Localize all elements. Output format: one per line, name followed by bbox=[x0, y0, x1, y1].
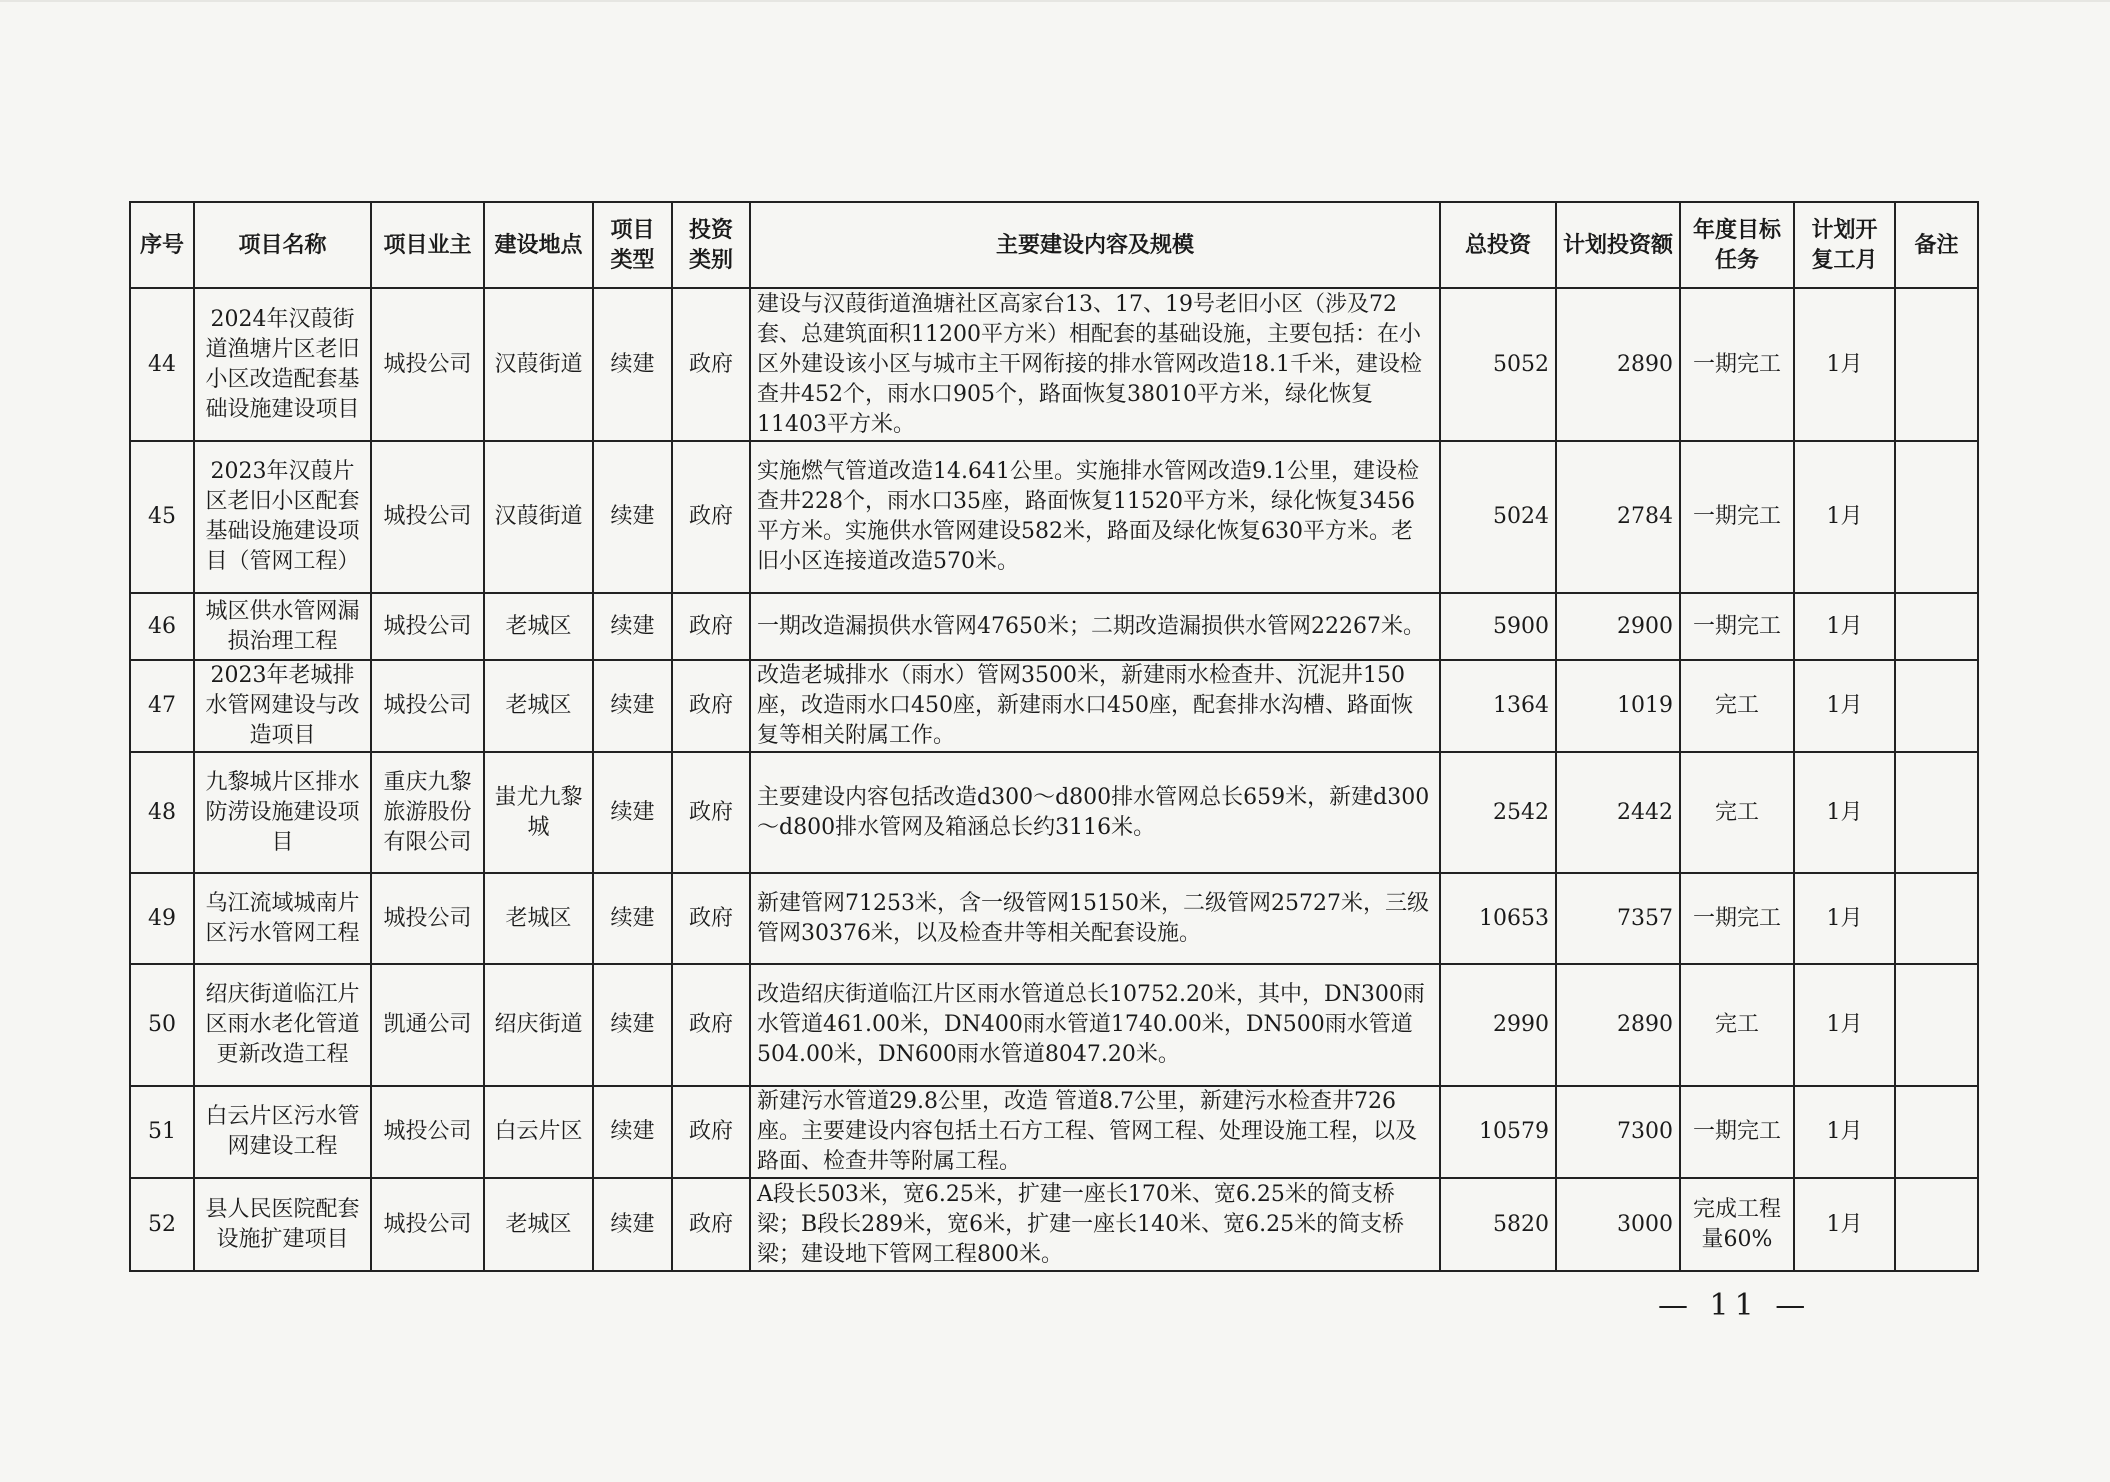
cell-type: 续建 bbox=[593, 441, 672, 593]
cell-total: 10579 bbox=[1440, 1086, 1556, 1178]
cell-name: 2023年汉葭片区老旧小区配套基础设施建设项目（管网工程） bbox=[194, 441, 371, 593]
project-table bbox=[129, 201, 1979, 1272]
cell-invest-type: 政府 bbox=[672, 873, 750, 964]
cell-name: 九黎城片区排水防涝设施建设项目 bbox=[194, 752, 371, 873]
header-target: 年度目标任务 bbox=[1680, 202, 1794, 288]
cell-month: 1月 bbox=[1794, 1086, 1895, 1178]
table-row bbox=[130, 660, 1978, 752]
cell-name: 绍庆街道临江片区雨水老化管道更新改造工程 bbox=[194, 964, 371, 1086]
cell-month: 1月 bbox=[1794, 288, 1895, 441]
cell-type: 续建 bbox=[593, 873, 672, 964]
header-name: 项目名称 bbox=[194, 202, 371, 288]
header-type: 项目类型 bbox=[593, 202, 672, 288]
cell-name: 乌江流域城南片区污水管网工程 bbox=[194, 873, 371, 964]
cell-owner: 城投公司 bbox=[371, 1086, 484, 1178]
cell-type: 续建 bbox=[593, 593, 672, 660]
cell-seq: 52 bbox=[130, 1178, 194, 1271]
cell-planned: 2890 bbox=[1556, 288, 1680, 441]
header-month: 计划开复工月 bbox=[1794, 202, 1895, 288]
page-edge bbox=[0, 0, 2110, 2]
cell-target: 一期完工 bbox=[1680, 441, 1794, 593]
cell-note bbox=[1895, 752, 1978, 873]
table-row bbox=[130, 752, 1978, 873]
cell-note bbox=[1895, 1178, 1978, 1271]
cell-target: 一期完工 bbox=[1680, 288, 1794, 441]
cell-type: 续建 bbox=[593, 1178, 672, 1271]
cell-seq: 49 bbox=[130, 873, 194, 964]
header-note: 备注 bbox=[1895, 202, 1978, 288]
table-row bbox=[130, 873, 1978, 964]
cell-target: 完成工程量60% bbox=[1680, 1178, 1794, 1271]
cell-owner: 凯通公司 bbox=[371, 964, 484, 1086]
cell-total: 5052 bbox=[1440, 288, 1556, 441]
cell-planned: 2442 bbox=[1556, 752, 1680, 873]
cell-note bbox=[1895, 288, 1978, 441]
header-total: 总投资 bbox=[1440, 202, 1556, 288]
cell-type: 续建 bbox=[593, 288, 672, 441]
table-row bbox=[130, 593, 1978, 660]
cell-content: 主要建设内容包括改造d300～d800排水管网总长659米，新建d300～d800排水管网及箱涵总长约3116米。 bbox=[750, 752, 1440, 873]
cell-content: 改造老城排水（雨水）管网3500米，新建雨水检查井、沉泥井150座，改造雨水口450座，新建雨水口450座，配套排水沟槽、路面恢复等相关附属工作。 bbox=[750, 660, 1440, 752]
cell-target: 一期完工 bbox=[1680, 1086, 1794, 1178]
cell-month: 1月 bbox=[1794, 752, 1895, 873]
cell-owner: 城投公司 bbox=[371, 593, 484, 660]
cell-location: 白云片区 bbox=[484, 1086, 593, 1178]
cell-note bbox=[1895, 593, 1978, 660]
header-owner: 项目业主 bbox=[371, 202, 484, 288]
page-number: — 11 — bbox=[1658, 1288, 1812, 1323]
cell-planned: 1019 bbox=[1556, 660, 1680, 752]
cell-location: 蚩尤九黎城 bbox=[484, 752, 593, 873]
cell-total: 5024 bbox=[1440, 441, 1556, 593]
cell-content: A段长503米，宽6.25米，扩建一座长170米、宽6.25米的简支桥梁；B段长289米，宽6米，扩建一座长140米、宽6.25米的简支桥梁；建设地下管网工程800米。 bbox=[750, 1178, 1440, 1271]
cell-seq: 45 bbox=[130, 441, 194, 593]
cell-total: 1364 bbox=[1440, 660, 1556, 752]
cell-invest-type: 政府 bbox=[672, 1178, 750, 1271]
cell-month: 1月 bbox=[1794, 441, 1895, 593]
cell-total: 10653 bbox=[1440, 873, 1556, 964]
cell-type: 续建 bbox=[593, 660, 672, 752]
header-content: 主要建设内容及规模 bbox=[750, 202, 1440, 288]
cell-type: 续建 bbox=[593, 752, 672, 873]
cell-invest-type: 政府 bbox=[672, 441, 750, 593]
cell-location: 汉葭街道 bbox=[484, 441, 593, 593]
cell-name: 县人民医院配套设施扩建项目 bbox=[194, 1178, 371, 1271]
cell-location: 老城区 bbox=[484, 593, 593, 660]
header-planned: 计划投资额 bbox=[1556, 202, 1680, 288]
cell-planned: 2784 bbox=[1556, 441, 1680, 593]
cell-name: 2024年汉葭街道渔塘片区老旧小区改造配套基础设施建设项目 bbox=[194, 288, 371, 441]
cell-target: 完工 bbox=[1680, 964, 1794, 1086]
cell-month: 1月 bbox=[1794, 1178, 1895, 1271]
cell-name: 城区供水管网漏损治理工程 bbox=[194, 593, 371, 660]
cell-note bbox=[1895, 964, 1978, 1086]
cell-owner: 城投公司 bbox=[371, 288, 484, 441]
cell-type: 续建 bbox=[593, 1086, 672, 1178]
table-row bbox=[130, 288, 1978, 441]
cell-location: 老城区 bbox=[484, 660, 593, 752]
cell-note bbox=[1895, 1086, 1978, 1178]
cell-seq: 44 bbox=[130, 288, 194, 441]
cell-seq: 50 bbox=[130, 964, 194, 1086]
cell-location: 老城区 bbox=[484, 873, 593, 964]
cell-invest-type: 政府 bbox=[672, 1086, 750, 1178]
cell-invest-type: 政府 bbox=[672, 964, 750, 1086]
table-row bbox=[130, 1086, 1978, 1178]
cell-seq: 47 bbox=[130, 660, 194, 752]
cell-target: 一期完工 bbox=[1680, 873, 1794, 964]
header-location: 建设地点 bbox=[484, 202, 593, 288]
cell-content: 新建污水管道29.8公里，改造 管道8.7公里，新建污水检查井726座。主要建设内容包括土石方工程、管网工程、处理设施工程，以及路面、检查井等附属工程。 bbox=[750, 1086, 1440, 1178]
table-row bbox=[130, 964, 1978, 1086]
cell-total: 2990 bbox=[1440, 964, 1556, 1086]
cell-owner: 城投公司 bbox=[371, 441, 484, 593]
cell-month: 1月 bbox=[1794, 873, 1895, 964]
cell-planned: 2900 bbox=[1556, 593, 1680, 660]
cell-location: 绍庆街道 bbox=[484, 964, 593, 1086]
cell-month: 1月 bbox=[1794, 660, 1895, 752]
header-invest-type: 投资类别 bbox=[672, 202, 750, 288]
cell-month: 1月 bbox=[1794, 964, 1895, 1086]
cell-invest-type: 政府 bbox=[672, 660, 750, 752]
cell-name: 白云片区污水管网建设工程 bbox=[194, 1086, 371, 1178]
cell-planned: 7300 bbox=[1556, 1086, 1680, 1178]
cell-name: 2023年老城排水管网建设与改造项目 bbox=[194, 660, 371, 752]
table-header-row bbox=[130, 202, 1978, 288]
cell-note bbox=[1895, 873, 1978, 964]
cell-content: 一期改造漏损供水管网47650米；二期改造漏损供水管网22267米。 bbox=[750, 593, 1440, 660]
header-seq: 序号 bbox=[130, 202, 194, 288]
cell-owner: 城投公司 bbox=[371, 873, 484, 964]
cell-content: 新建管网71253米，含一级管网15150米，二级管网25727米，三级管网30376米，以及检查井等相关配套设施。 bbox=[750, 873, 1440, 964]
cell-target: 完工 bbox=[1680, 660, 1794, 752]
cell-seq: 51 bbox=[130, 1086, 194, 1178]
cell-total: 2542 bbox=[1440, 752, 1556, 873]
cell-invest-type: 政府 bbox=[672, 288, 750, 441]
cell-owner: 城投公司 bbox=[371, 1178, 484, 1271]
cell-total: 5820 bbox=[1440, 1178, 1556, 1271]
cell-target: 一期完工 bbox=[1680, 593, 1794, 660]
cell-month: 1月 bbox=[1794, 593, 1895, 660]
cell-target: 完工 bbox=[1680, 752, 1794, 873]
cell-type: 续建 bbox=[593, 964, 672, 1086]
cell-invest-type: 政府 bbox=[672, 752, 750, 873]
cell-seq: 48 bbox=[130, 752, 194, 873]
cell-owner: 重庆九黎旅游股份有限公司 bbox=[371, 752, 484, 873]
cell-owner: 城投公司 bbox=[371, 660, 484, 752]
cell-seq: 46 bbox=[130, 593, 194, 660]
cell-content: 建设与汉葭街道渔塘社区高家台13、17、19号老旧小区（涉及72套、总建筑面积11200平方米）相配套的基础设施，主要包括：在小区外建设该小区与城市主干网衔接的排水管网改造18.1千米，建设检查井452个，雨水口905个，路面恢复38010平方米，绿化恢复11403平方米。 bbox=[750, 288, 1440, 441]
table-row bbox=[130, 441, 1978, 593]
cell-planned: 7357 bbox=[1556, 873, 1680, 964]
cell-location: 汉葭街道 bbox=[484, 288, 593, 441]
cell-note bbox=[1895, 441, 1978, 593]
cell-location: 老城区 bbox=[484, 1178, 593, 1271]
cell-invest-type: 政府 bbox=[672, 593, 750, 660]
cell-note bbox=[1895, 660, 1978, 752]
cell-content: 实施燃气管道改造14.641公里。实施排水管网改造9.1公里，建设检查井228个，雨水口35座，路面恢复11520平方米，绿化恢复3456平方米。实施供水管网建设582米，路面及绿化恢复630平方米。老旧小区连接道改造570米。 bbox=[750, 441, 1440, 593]
table-row bbox=[130, 1178, 1978, 1271]
cell-content: 改造绍庆街道临江片区雨水管道总长10752.20米，其中，DN300雨水管道461.00米，DN400雨水管道1740.00米，DN500雨水管道504.00米，DN600雨水管道8047.20米。 bbox=[750, 964, 1440, 1086]
cell-planned: 2890 bbox=[1556, 964, 1680, 1086]
cell-total: 5900 bbox=[1440, 593, 1556, 660]
cell-planned: 3000 bbox=[1556, 1178, 1680, 1271]
